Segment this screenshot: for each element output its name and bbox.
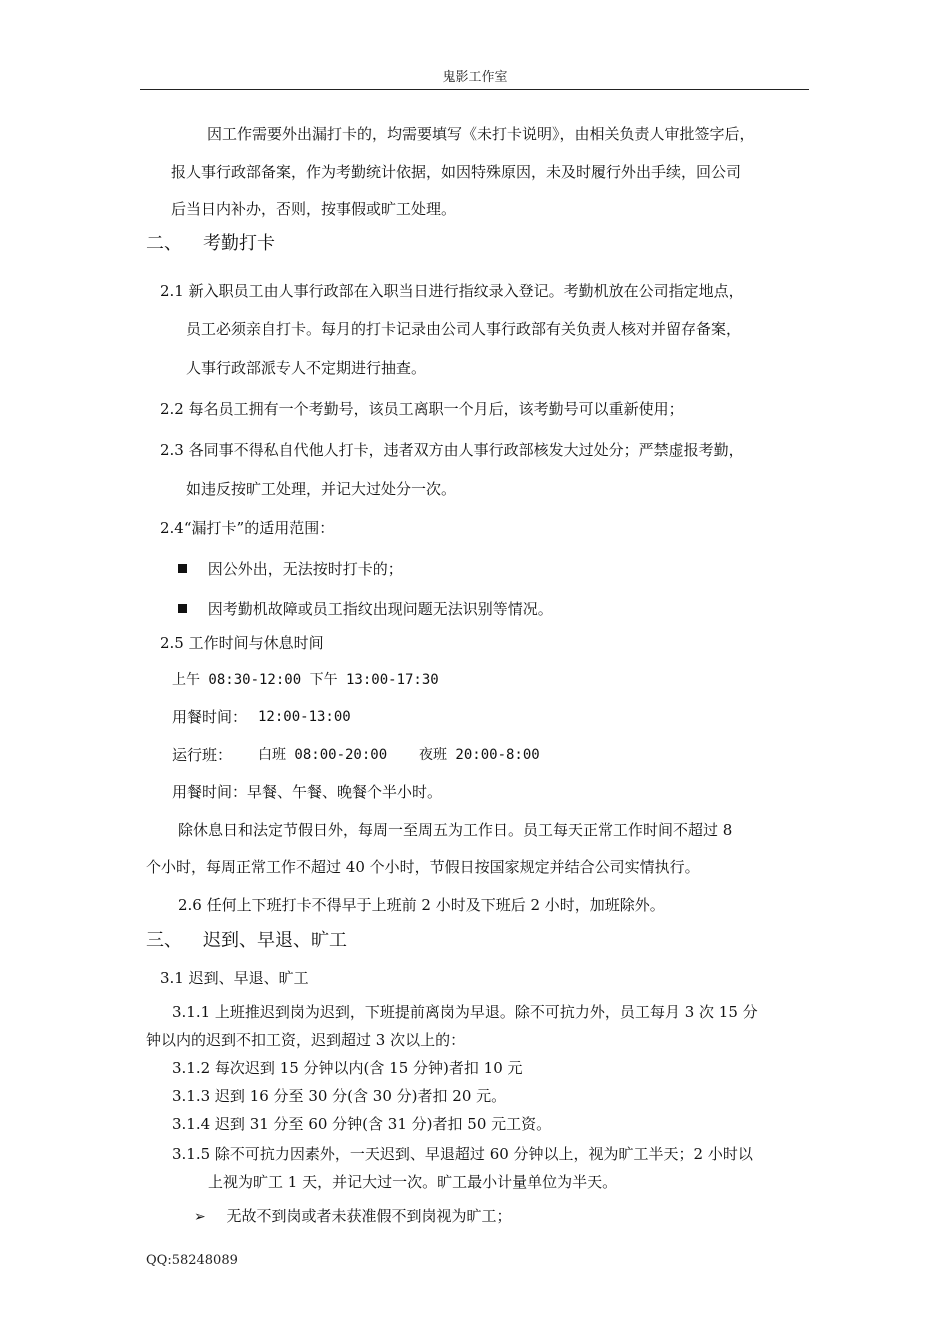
work-rule-line-2: 个小时，每周正常工作不超过 40 个小时，节假日按国家规定并结合公司实情执行。: [146, 858, 700, 876]
intro-line-1: 因工作需要外出漏打卡的，均需要填写《未打卡说明》，由相关负责人审批签字后，: [207, 125, 755, 143]
arrow-item: [194, 1206, 512, 1227]
bullet-item-2: [178, 599, 553, 619]
para-3-1: 3.1 迟到、早退、旷工: [160, 969, 309, 987]
para-2-3-line-1: 2.3 各同事不得私自代他人打卡，违者双方由人事行政部核发大过处分；严禁虚报考勤，: [160, 441, 744, 459]
section-2-number: 二、: [146, 233, 182, 254]
page-header-title: 鬼影工作室: [442, 70, 508, 85]
work-rule-line-1: 除休息日和法定节假日外，每周一至周五为工作日。员工每天正常工作时间不超过 8: [178, 821, 733, 839]
footer-contact: QQ:58248089: [146, 1253, 238, 1268]
square-bullet-icon: [178, 604, 187, 613]
night-shift: 夜班 20:00-8:00: [419, 747, 540, 763]
arrow-item-text: 无故不到岗或者未获准假不到岗视为旷工；: [226, 1207, 512, 1225]
section-3-number: 三、: [146, 930, 182, 951]
bullet-item-1-text: 因公外出，无法按时打卡的；: [207, 560, 403, 578]
para-2-1-line-1: 2.1 新入职员工由人事行政部在入职当日进行指纹录入登记。考勤机放在公司指定地点，: [160, 282, 744, 300]
work-hours: 上午 08:30-12:00 下午 13:00-17:30: [172, 672, 439, 688]
square-bullet-icon: [178, 564, 187, 573]
meal-time-label: 用餐时间：: [172, 708, 248, 726]
para-2-6: 2.6 任何上下班打卡不得早于上班前 2 小时及下班后 2 小时，加班除外。: [178, 896, 665, 914]
header-rule: [140, 89, 809, 90]
para-2-4-title: 2.4“漏打卡”的适用范围：: [160, 519, 335, 537]
bullet-item-2-text: 因考勤机故障或员工指纹出现问题无法识别等情况。: [207, 600, 553, 618]
shift-label: 运行班：: [172, 746, 233, 764]
para-3-1-1-line-1: 3.1.1 上班推迟到岗为迟到，下班提前离岗为早退。除不可抗力外，员工每月 3 次 15 分: [172, 1003, 758, 1021]
para-3-1-5-line-1: 3.1.5 除不可抗力因素外，一天迟到、早退超过 60 分钟以上，视为旷工半天；2 小时以: [172, 1145, 753, 1163]
day-shift: 白班 08:00-20:00: [258, 747, 388, 763]
meal-time-value: 12:00-13:00: [258, 709, 351, 725]
section-3-title: 迟到、早退、旷工: [203, 930, 347, 951]
para-2-1-line-2: 员工必须亲自打卡。每月的打卡记录由公司人事行政部有关负责人核对并留存备案，: [186, 320, 742, 338]
para-3-1-2: 3.1.2 每次迟到 15 分钟以内(含 15 分钟)者扣 10 元: [172, 1059, 523, 1077]
para-3-1-5-line-2: 上视为旷工 1 天，并记大过一次。旷工最小计量单位为半天。: [208, 1173, 618, 1191]
para-2-3-line-2: 如违反按旷工处理，并记大过处分一次。: [186, 480, 457, 498]
arrow-bullet-icon: ➢: [194, 1209, 206, 1225]
para-2-2: 2.2 每名员工拥有一个考勤号，该员工离职一个月后，该考勤号可以重新使用；: [160, 400, 684, 418]
para-2-1-line-3: 人事行政部派专人不定期进行抽查。: [186, 359, 427, 377]
bullet-item-1: [178, 559, 403, 579]
para-3-1-3: 3.1.3 迟到 16 分至 30 分(含 30 分)者扣 20 元。: [172, 1087, 507, 1105]
intro-line-2: 报人事行政部备案，作为考勤统计依据，如因特殊原因，未及时履行外出手续，回公司: [171, 163, 742, 181]
para-3-1-4: 3.1.4 迟到 31 分至 60 分钟(含 31 分)者扣 50 元工资。: [172, 1115, 552, 1133]
intro-line-3: 后当日内补办，否则，按事假或旷工处理。: [171, 200, 457, 218]
para-3-1-1-line-2: 钟以内的迟到不扣工资，迟到超过 3 次以上的：: [146, 1031, 466, 1049]
meal-time-2: 用餐时间：早餐、午餐、晚餐个半小时。: [172, 783, 443, 801]
section-2-title: 考勤打卡: [203, 233, 275, 254]
para-2-5-title: 2.5 工作时间与休息时间: [160, 634, 324, 652]
